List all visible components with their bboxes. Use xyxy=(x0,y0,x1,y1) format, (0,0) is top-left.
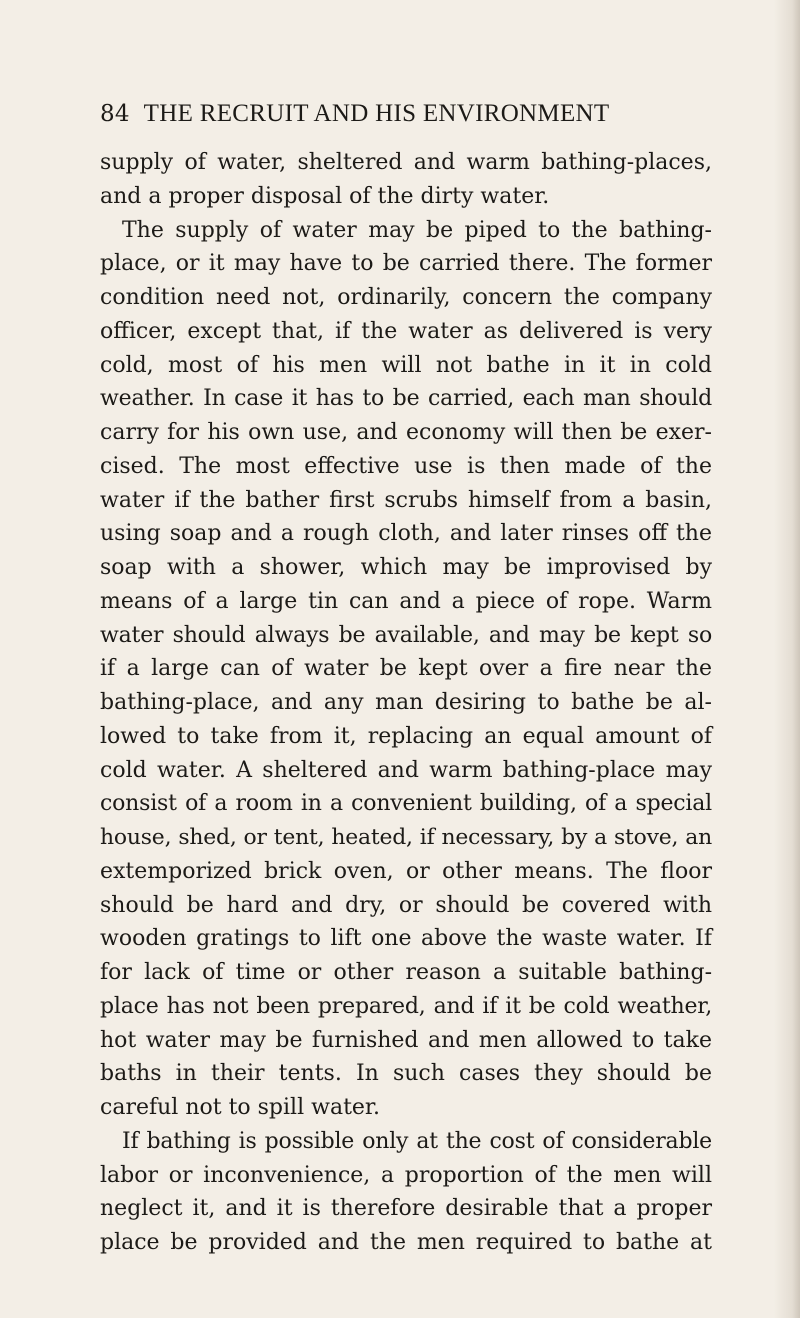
text-line: means of a large tin can and a piece of rope. Warm xyxy=(100,588,712,614)
text-line: lowed to take from it, replacing an equal amount of xyxy=(100,723,712,749)
text-line: bathing-place, and any man desiring to bathe be al- xyxy=(100,690,712,715)
running-head xyxy=(100,99,720,129)
page-number: 84 xyxy=(100,101,130,127)
text-line: consist of a room in a convenient building, of a special xyxy=(100,791,712,817)
running-title: THE RECRUIT AND HIS ENVIRONMENT xyxy=(143,100,610,127)
text-line: labor or inconvenience, a proportion of the men will xyxy=(100,1162,712,1188)
page-edge-shadow xyxy=(774,0,800,1318)
body-text xyxy=(100,146,712,1260)
text-line: place be provided and the men required to bathe at xyxy=(100,1230,712,1255)
text-line: weather. In case it has to be carried, each man should xyxy=(100,386,712,412)
text-line: hot water may be furnished and men allowed to take xyxy=(100,1027,712,1053)
text-line: cised. The most effective use is then made of the xyxy=(100,453,712,479)
text-line: cold, most of his men will not bathe in it in cold xyxy=(100,352,712,378)
text-line: place has not been prepared, and if it be cold weather, xyxy=(100,993,712,1019)
text-line: baths in their tents. In such cases they should be xyxy=(100,1061,712,1087)
text-line: and a proper disposal of the dirty water. xyxy=(100,183,550,209)
text-line: for lack of time or other reason a suitable bathing- xyxy=(100,960,712,985)
text-line: place, or it may have to be carried there. The former xyxy=(100,251,712,277)
text-line: water if the bather first scrubs himself from a basin, xyxy=(100,487,712,513)
text-line: careful not to spill water. xyxy=(100,1095,381,1120)
text-line: soap with a shower, which may be improvised by xyxy=(100,555,712,580)
text-line: cold water. A sheltered and warm bathing-place may xyxy=(100,757,712,783)
text-line: wooden gratings to lift one above the waste water. If xyxy=(100,926,712,952)
text-line: If bathing is possible only at the cost of considerable xyxy=(122,1128,712,1154)
text-line: condition need not, ordinarily, concern the company xyxy=(100,285,712,310)
text-line: water should always be available, and may be kept so xyxy=(100,622,712,648)
text-line: supply of water, sheltered and warm bathing-places, xyxy=(100,150,712,175)
text-line: should be hard and dry, or should be covered with xyxy=(100,892,712,918)
text-line: neglect it, and it is therefore desirable that a proper xyxy=(100,1196,712,1222)
text-line: if a large can of water be kept over a fire near the xyxy=(100,656,712,682)
text-line: house, shed, or tent, heated, if necessary, by a stove, an xyxy=(100,825,712,850)
text-line: extemporized brick oven, or other means. The floor xyxy=(100,858,712,884)
text-line: carry for his own use, and economy will then be exer- xyxy=(100,420,712,445)
text-line: using soap and a rough cloth, and later rinses off the xyxy=(100,521,712,547)
text-line: officer, except that, if the water as delivered is very xyxy=(100,318,712,344)
text-line: The supply of water may be piped to the bathing- xyxy=(122,217,712,243)
